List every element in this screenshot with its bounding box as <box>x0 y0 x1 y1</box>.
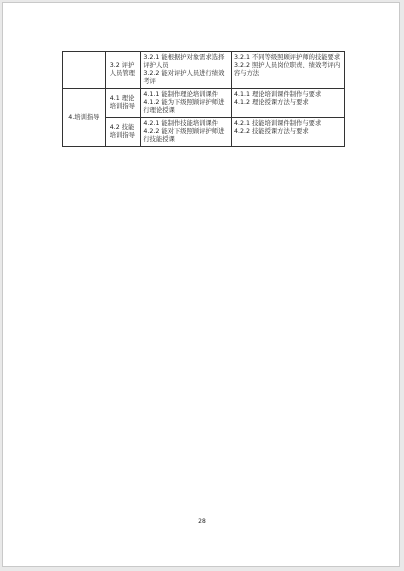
unit-cell <box>105 118 141 147</box>
page-number: 28 <box>198 518 206 525</box>
knowledge-item: 3.2.2 照护人员岗位职责、绩效考评内容与方法 <box>233 62 341 78</box>
skill-item: 3.2.1 能根据护对象需求选择评护人员 <box>143 54 225 70</box>
knowledge-item: 4.2.2 技能授课方法与要求 <box>233 128 309 136</box>
module-cell: 4.培训指导 <box>63 89 106 147</box>
table-row <box>63 89 345 118</box>
skill-cell <box>141 89 232 118</box>
knowledge-cell <box>231 52 344 89</box>
knowledge-item: 3.2.1 不同等级照顾评护师的技能要求 <box>233 54 341 61</box>
knowledge-item: 4.2.1 技能培训课件制作与要求 <box>233 120 322 128</box>
module-cell <box>63 52 106 89</box>
unit-label: 3.2 评护人员管理 <box>109 62 135 78</box>
skill-item: 3.2.2 能对评护人员进行绩效考评 <box>143 70 225 86</box>
knowledge-item: 4.1.1 理论培训课件制作与要求 <box>233 91 322 99</box>
knowledge-item: 4.1.2 理论授课方法与要求 <box>233 99 309 107</box>
knowledge-cell <box>231 118 344 147</box>
skill-item: 4.1.1 能制作理论培训课件 <box>143 91 219 99</box>
unit-cell <box>105 52 141 89</box>
skill-item: 4.1.2 能为下级照顾评护师进行理论授课 <box>143 99 225 115</box>
unit-label: 4.2 技能培训指导 <box>109 124 135 140</box>
unit-cell <box>105 89 141 118</box>
skill-item: 4.2.1 能制作技能培训课件 <box>143 120 219 128</box>
table-row <box>63 118 345 147</box>
knowledge-cell <box>231 89 344 118</box>
document-page <box>2 2 400 567</box>
skill-item: 4.2.2 能对下级照顾评护师进行技能授课 <box>143 128 225 144</box>
skill-cell <box>141 52 232 89</box>
table-row <box>63 52 345 89</box>
unit-label: 4.1 理论培训指导 <box>109 95 135 111</box>
skill-cell <box>141 118 232 147</box>
competency-table <box>62 51 345 147</box>
